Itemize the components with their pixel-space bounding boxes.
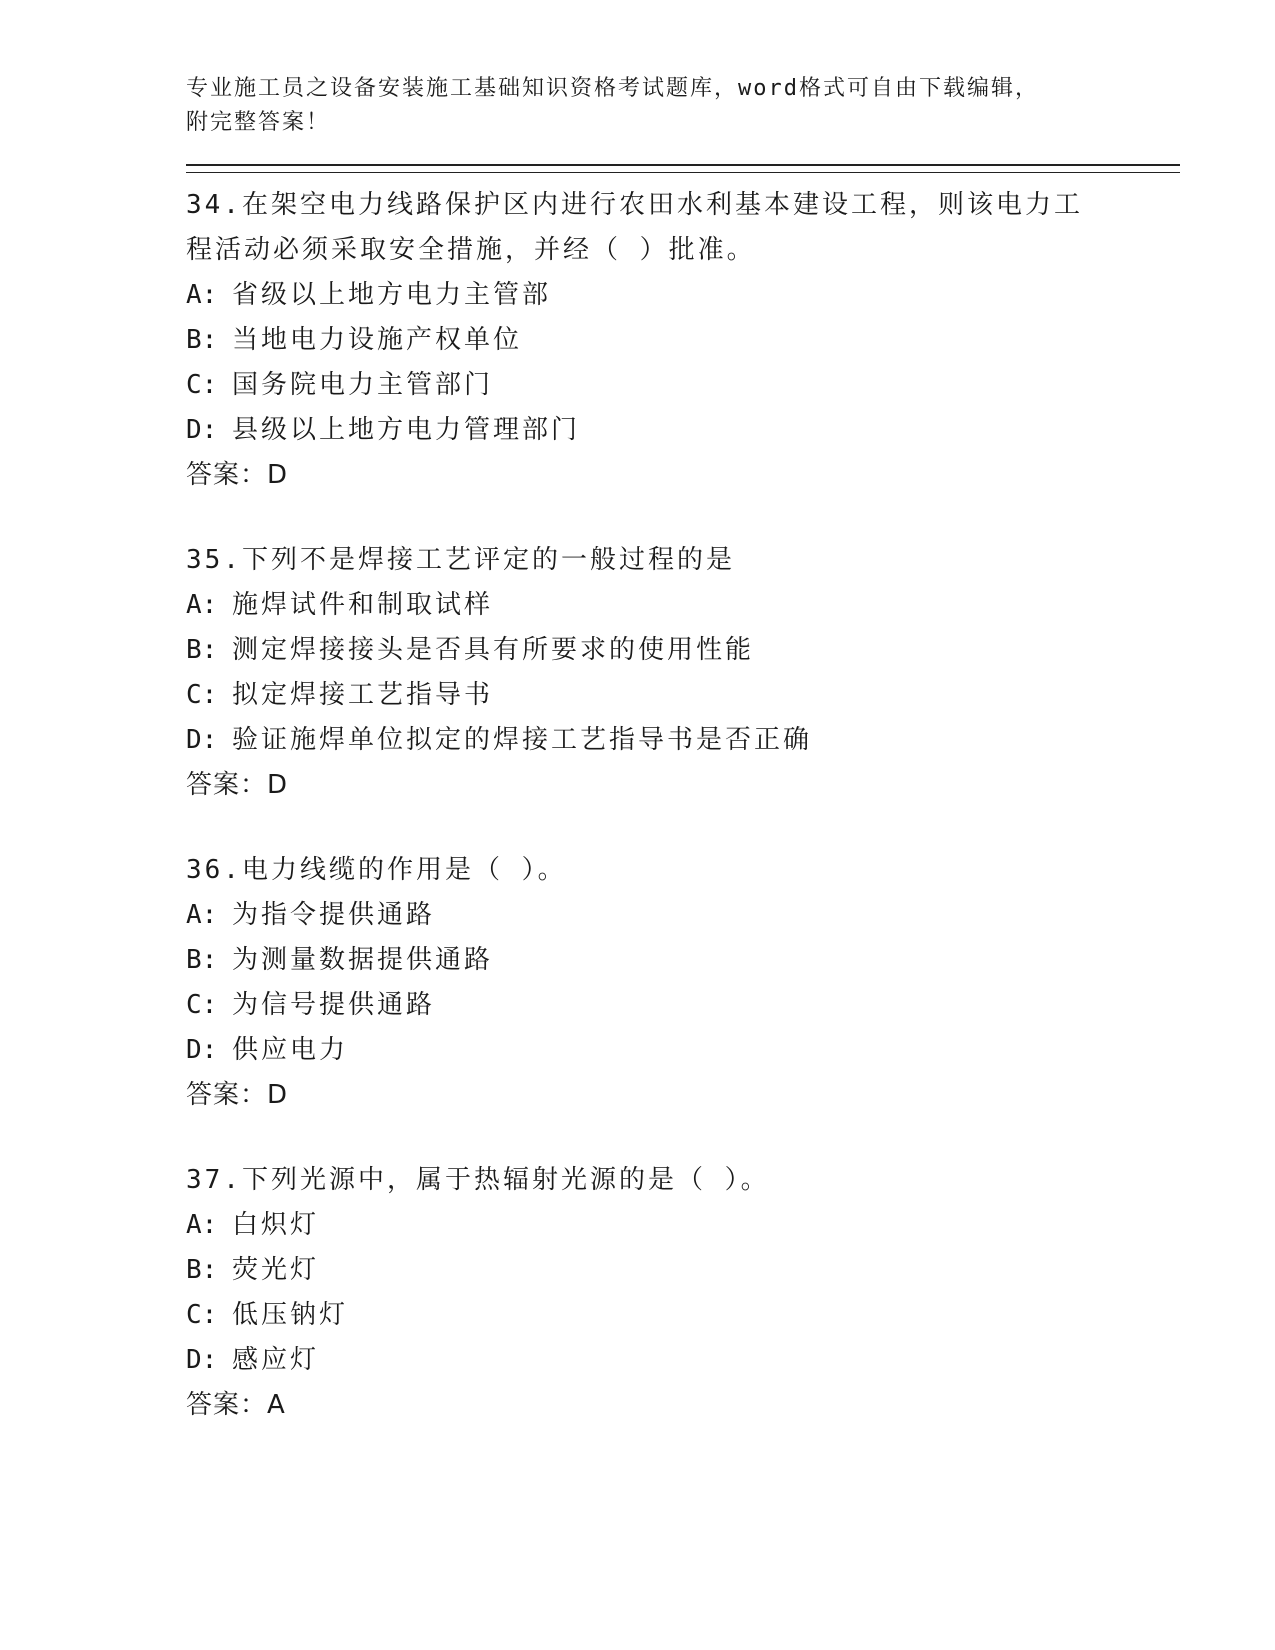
question-37	[186, 1158, 1166, 1428]
option-text: 测定焊接接头是否具有所要求的使用性能	[232, 635, 755, 665]
answer-line: 答案：D	[186, 460, 289, 490]
question-stem: 34.在架空电力线路保护区内进行农田水利基本建设工程，则该电力工	[186, 190, 1083, 220]
option-key: C:	[186, 1300, 218, 1330]
option-a	[186, 273, 1166, 318]
option-key: A:	[186, 280, 218, 310]
option-key: D:	[186, 1345, 218, 1375]
option-key: A:	[186, 900, 218, 930]
option-d	[186, 408, 1166, 453]
document-page	[186, 72, 1166, 1468]
option-key: C:	[186, 370, 218, 400]
option-key: B:	[186, 635, 218, 665]
option-b	[186, 628, 1166, 673]
option-text: 供应电力	[232, 1035, 349, 1065]
option-key: C:	[186, 990, 218, 1020]
option-c	[186, 1293, 1166, 1338]
document-header	[186, 72, 1166, 140]
question-stem: 36.电力线缆的作用是（ ）。	[186, 855, 567, 885]
header-line-2: 附完整答案！	[186, 110, 331, 135]
header-divider	[186, 164, 1180, 173]
option-c	[186, 363, 1166, 408]
option-d	[186, 1338, 1166, 1383]
question-list	[186, 183, 1166, 1428]
question-stem: 35.下列不是焊接工艺评定的一般过程的是	[186, 545, 735, 575]
option-text: 低压钠灯	[232, 1300, 349, 1330]
option-c	[186, 673, 1166, 718]
option-text: 拟定焊接工艺指导书	[232, 680, 494, 710]
question-34	[186, 183, 1166, 498]
option-a	[186, 583, 1166, 628]
option-key: B:	[186, 1255, 218, 1285]
option-text: 施焊试件和制取试样	[232, 590, 494, 620]
option-text: 白炽灯	[232, 1210, 320, 1240]
question-35	[186, 538, 1166, 808]
question-36	[186, 848, 1166, 1118]
option-b	[186, 938, 1166, 983]
question-stem: 37.下列光源中，属于热辐射光源的是（ ）。	[186, 1165, 770, 1195]
option-a	[186, 1203, 1166, 1248]
option-key: B:	[186, 945, 218, 975]
option-b	[186, 318, 1166, 363]
answer-line: 答案：D	[186, 1080, 289, 1110]
option-text: 为测量数据提供通路	[232, 945, 494, 975]
option-text: 验证施焊单位拟定的焊接工艺指导书是否正确	[232, 725, 813, 755]
option-text: 县级以上地方电力管理部门	[232, 415, 581, 445]
option-b	[186, 1248, 1166, 1293]
option-text: 省级以上地方电力主管部	[232, 280, 552, 310]
option-text: 国务院电力主管部门	[232, 370, 494, 400]
option-key: D:	[186, 415, 218, 445]
option-text: 当地电力设施产权单位	[232, 325, 523, 355]
option-key: B:	[186, 325, 218, 355]
header-line-1: 专业施工员之设备安装施工基础知识资格考试题库，word格式可自由下载编辑，	[186, 76, 1039, 101]
option-key: A:	[186, 590, 218, 620]
answer-line: 答案：D	[186, 770, 289, 800]
question-stem-continued: 程活动必须采取安全措施，并经（ ）批准。	[186, 235, 756, 265]
option-text: 感应灯	[232, 1345, 320, 1375]
option-text: 荧光灯	[232, 1255, 320, 1285]
option-key: D:	[186, 725, 218, 755]
option-key: D:	[186, 1035, 218, 1065]
option-d	[186, 1028, 1166, 1073]
option-key: C:	[186, 680, 218, 710]
option-text: 为指令提供通路	[232, 900, 436, 930]
option-d	[186, 718, 1166, 763]
option-text: 为信号提供通路	[232, 990, 436, 1020]
option-a	[186, 893, 1166, 938]
answer-line: 答案：A	[186, 1390, 286, 1420]
option-key: A:	[186, 1210, 218, 1240]
option-c	[186, 983, 1166, 1028]
